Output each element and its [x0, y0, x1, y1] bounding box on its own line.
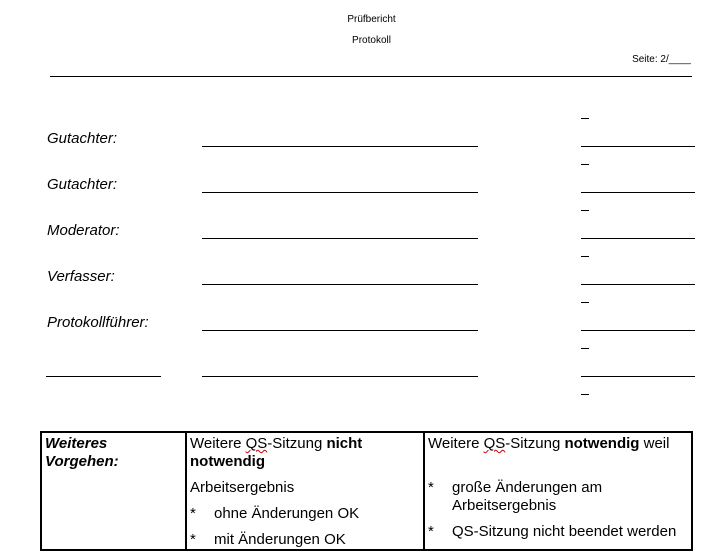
- option-subheading: Arbeitsergebnis: [190, 479, 295, 496]
- title-qs: QS: [483, 435, 506, 452]
- list-item-text: ohne Änderungen OK: [214, 505, 360, 522]
- page-number: Seite: 2/____: [632, 54, 691, 65]
- list-item-text: große Änderungen am Arbeitsergebnis: [452, 479, 603, 514]
- procedure-heading-cell: [41, 432, 186, 550]
- dash-mark: [581, 164, 589, 165]
- list-item[interactable]: [190, 531, 420, 549]
- name-line[interactable]: [202, 146, 478, 147]
- title-bold: nicht notwendig: [190, 435, 363, 470]
- title-bold: notwendig: [564, 435, 640, 452]
- name-line[interactable]: [202, 376, 478, 377]
- title-suffix: -Sitzung: [267, 435, 327, 452]
- procedure-heading: Weiteres Vorgehen:: [45, 435, 119, 470]
- signature-label-reviewer-2: Gutachter:: [47, 176, 118, 193]
- name-line[interactable]: [202, 284, 478, 285]
- title-suffix: -Sitzung: [505, 435, 565, 452]
- asterisk-bullet: *: [190, 531, 196, 548]
- name-line[interactable]: [202, 192, 478, 193]
- name-line[interactable]: [202, 238, 478, 239]
- list-item[interactable]: [428, 523, 688, 541]
- report-subtitle: Protokoll: [352, 35, 391, 46]
- role-line[interactable]: [46, 376, 161, 377]
- signature-label-recorder: Protokollführer:: [47, 314, 149, 331]
- list-item[interactable]: [428, 479, 688, 515]
- dash-mark: [581, 348, 589, 349]
- date-line[interactable]: [581, 330, 695, 331]
- title-tail: weil: [639, 435, 670, 452]
- report-title: Prüfbericht: [347, 14, 396, 25]
- date-line[interactable]: [581, 146, 695, 147]
- asterisk-bullet: *: [428, 523, 434, 540]
- procedure-table: [40, 431, 693, 551]
- list-item-text: mit Änderungen OK: [214, 531, 346, 548]
- asterisk-bullet: *: [190, 505, 196, 522]
- dash-mark: [581, 118, 589, 119]
- dash-mark: [581, 302, 589, 303]
- option-not-needed-title: [190, 435, 420, 471]
- title-qs: QS: [245, 435, 268, 452]
- option-needed[interactable]: [424, 432, 692, 550]
- signature-label-moderator: Moderator:: [47, 222, 120, 239]
- date-line[interactable]: [581, 238, 695, 239]
- dash-mark: [581, 256, 589, 257]
- name-line[interactable]: [202, 330, 478, 331]
- date-line[interactable]: [581, 376, 695, 377]
- title-prefix: Weitere: [190, 435, 246, 452]
- title-prefix: Weitere: [428, 435, 484, 452]
- signature-label-author: Verfasser:: [47, 268, 115, 285]
- date-line[interactable]: [581, 192, 695, 193]
- dash-mark: [581, 394, 589, 395]
- signature-label-reviewer-1: Gutachter:: [47, 130, 118, 147]
- list-item-text: QS-Sitzung nicht beendet werden: [452, 523, 677, 540]
- header-rule: [50, 76, 692, 77]
- option-needed-title: [428, 435, 688, 453]
- dash-mark: [581, 210, 589, 211]
- list-item[interactable]: [190, 505, 420, 523]
- option-not-needed[interactable]: [186, 432, 424, 550]
- date-line[interactable]: [581, 284, 695, 285]
- asterisk-bullet: *: [428, 479, 434, 496]
